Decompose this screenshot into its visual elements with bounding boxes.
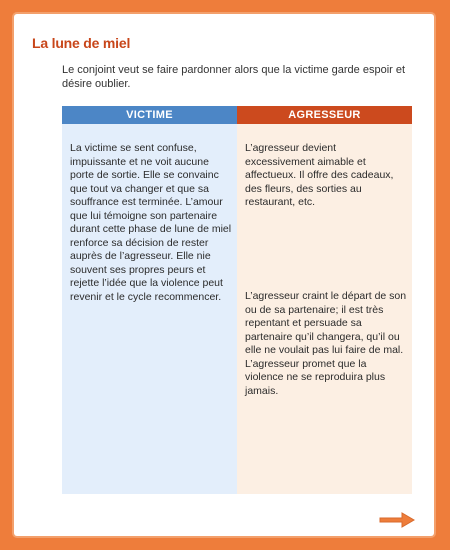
victim-description: La victime se sent confuse, impuissante et ne voit aucune porte de sortie. Elle se convainc que tout va changer et que sa souffrance est terminée. L’amour que lui témoigne son partenaire durant cette phase de lune de miel renforce sa décision de rester auprès de l’agresseur. Elle nie souvent ses propres peurs et rejette l’idée que la violence peut revenir et le cycle recommencer. xyxy=(70,142,232,303)
aggressor-header: AGRESSEUR xyxy=(237,106,412,124)
section-title: La lune de miel xyxy=(32,35,131,51)
arrow-right-icon[interactable] xyxy=(378,510,416,530)
aggressor-column xyxy=(237,106,412,494)
section-intro: Le conjoint veut se faire pardonner alors que la victime garde espoir et désire oublier. xyxy=(62,64,406,90)
aggressor-description-2: L’agresseur craint le départ de son ou de sa partenaire; il est très repentant et persuade sa partenaire qu’il changera, qu’il ou elle ne voulait pas lui faire de mal. L’agresseur promet que la violence ne se reproduira plus jamais. xyxy=(245,290,407,397)
victim-header: VICTIME xyxy=(62,106,237,124)
content-card xyxy=(14,14,434,536)
victim-column xyxy=(62,106,237,494)
aggressor-description-1: L’agresseur devient excessivement aimable et affectueux. Il offre des cadeaux, des fleurs, des sorties au restaurant, etc. xyxy=(245,142,394,208)
comparison-table xyxy=(62,106,412,494)
